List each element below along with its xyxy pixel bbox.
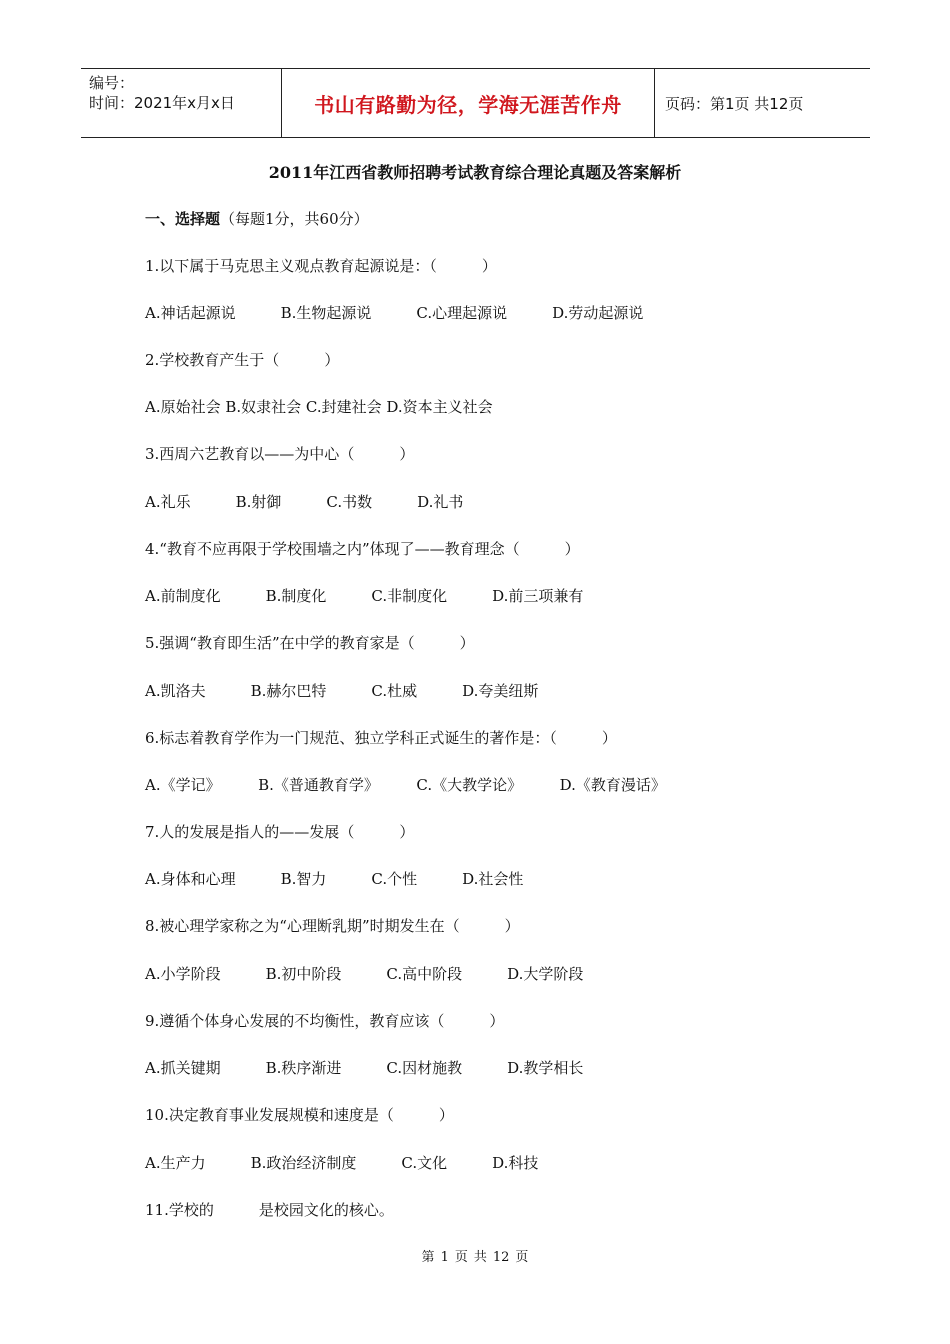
options-line: A.礼乐 B.射御 C.书数 D.礼书 <box>145 493 464 511</box>
options-line: A.前制度化 B.制度化 C.非制度化 D.前三项兼有 <box>145 587 584 605</box>
options-line: A.神话起源说 B.生物起源说 C.心理起源说 D.劳动起源说 <box>145 304 644 322</box>
header-page-info: 页码：第1页 共12页 <box>665 94 804 113</box>
question-line: 6.标志着教育学作为一门规范、独立学科正式诞生的著作是：（ ） <box>145 729 617 747</box>
options-line: A.抓关键期 B.秩序渐进 C.因材施教 D.教学相长 <box>145 1059 584 1077</box>
question-line: 9.遵循个体身心发展的不均衡性，教育应该（ ） <box>145 1012 505 1030</box>
question-line: 1.以下属于马克思主义观点教育起源说是：（ ） <box>145 257 497 275</box>
question-line: 3.西周六艺教育以——为中心（ ） <box>145 445 415 463</box>
question-line: 10.决定教育事业发展规模和速度是（ ） <box>145 1106 454 1124</box>
header-meta <box>81 69 281 137</box>
footer-total-pages: 12 <box>492 1250 510 1265</box>
section-note: （每题1分，共60分） <box>220 210 369 228</box>
document-title: 2011年江西省教师招聘考试教育综合理论真题及答案解析 <box>268 163 682 182</box>
footer-page-number: 1 <box>440 1250 449 1265</box>
options-line: A.《学记》 B.《普通教育学》 C.《大教学论》 D.《教育漫话》 <box>145 776 666 794</box>
options-line: A.小学阶段 B.初中阶段 C.高中阶段 D.大学阶段 <box>145 965 584 983</box>
question-line: 8.被心理学家称之为“心理断乳期”时期发生在（ ） <box>145 917 520 935</box>
header-motto: 书山有路勤为径，学海无涯苦作舟 <box>281 69 655 137</box>
section-name: 一、选择题 <box>145 210 221 228</box>
options-line: A.生产力 B.政治经济制度 C.文化 D.科技 <box>145 1154 539 1172</box>
date-label: 时间：2021年x月x日 <box>89 94 235 112</box>
section-heading <box>145 208 369 229</box>
footer-text: 第 <box>421 1250 435 1265</box>
options-line: A.原始社会 B.奴隶社会 C.封建社会 D.资本主义社会 <box>145 398 493 416</box>
question-line: 2.学校教育产生于（ ） <box>145 351 340 369</box>
question-line: 5.强调“教育即生活”在中学的教育家是（ ） <box>145 634 475 652</box>
footer-text: 页 <box>454 1250 468 1265</box>
page-footer <box>0 1246 950 1265</box>
options-line: A.身体和心理 B.智力 C.个性 D.社会性 <box>145 870 524 888</box>
options-line: A.凯洛夫 B.赫尔巴特 C.杜威 D.夸美纽斯 <box>145 682 539 700</box>
footer-text: 共 <box>473 1250 487 1265</box>
footer-text: 页 <box>515 1250 529 1265</box>
serial-number-label: 编号： <box>89 74 135 92</box>
question-line: 4.“教育不应再限于学校围墙之内”体现了——教育理念（ ） <box>145 540 580 558</box>
question-line: 7.人的发展是指人的——发展（ ） <box>145 823 415 841</box>
question-line: 11.学校的 是校园文化的核心。 <box>145 1201 394 1219</box>
page-header <box>81 68 870 138</box>
